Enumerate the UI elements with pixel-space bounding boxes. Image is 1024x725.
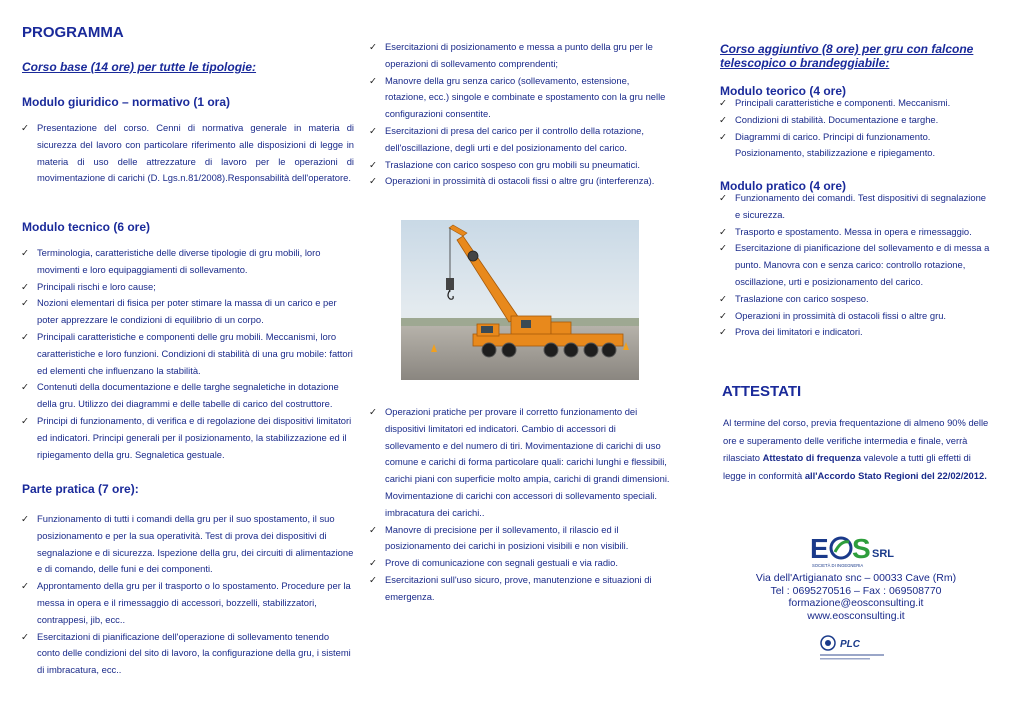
modulo-giuridico-heading: Modulo giuridico – normativo (1 ora) — [22, 95, 231, 109]
list-item: ✓ Diagrammi di carico. Principi di funzionamento. Posizionamento, stabilizzazione e ripiegamento. — [719, 130, 936, 159]
parte-pratica-list — [22, 511, 354, 679]
phone-fax: Tel : 0695270516 – Fax : 069508770 — [770, 584, 942, 597]
course-base-subtitle: Corso base (14 ore) per tutte le tipologie: — [22, 60, 257, 74]
attestati-text: Al termine del corso, previa frequentazione di almeno 90% delle ore e superamento delle verifiche intermedia e finale, verrà rilasciato Attestato di frequenza valevole a tutti gli effetti di legge in conformità all'Accordo Stato Regioni del 22/02/2012. — [723, 417, 989, 481]
check-icon: ✓ — [719, 242, 727, 254]
check-icon: ✓ — [21, 630, 29, 642]
list-item: ✓ Condizioni di stabilità. Documentazione e targhe. — [720, 112, 992, 129]
check-icon: ✓ — [719, 97, 727, 108]
modulo-teorico-heading: Modulo teorico (4 ore) — [720, 84, 846, 98]
attestati-heading: ATTESTATI — [722, 383, 802, 400]
check-icon: ✓ — [719, 292, 727, 304]
list-item: ✓ Manovre della gru senza carico (sollevamento, estensione, rotazione, ecc.) singole e combinate e spostamento con la gru nelle configurazioni consentite. — [369, 74, 666, 120]
check-icon: ✓ — [369, 523, 377, 535]
list-item: ✓ Operazioni in prossimità di ostacoli fissi o altre gru (interferenza). — [370, 173, 672, 190]
check-icon: ✓ — [719, 326, 727, 338]
check-icon: ✓ — [369, 406, 377, 417]
check-icon: ✓ — [369, 573, 377, 585]
modulo-pratico-heading: Modulo pratico (4 ore) — [720, 179, 846, 193]
certification-badge-icon — [818, 632, 888, 662]
address: Via dell'Artigianato snc – 00033 Cave (Rm) — [755, 572, 957, 584]
check-icon: ✓ — [21, 122, 29, 133]
check-icon: ✓ — [719, 309, 727, 321]
eos-logo-swoosh — [835, 542, 849, 552]
list-item: ✓ Traslazione con carico sospeso con gru mobili su pneumatici. — [370, 157, 672, 174]
list-item: ✓ Prova dei limitatori e indicatori. — [720, 324, 992, 341]
check-icon: ✓ — [369, 41, 377, 52]
modulo-tecnico-heading: Modulo tecnico (6 ore) — [22, 220, 151, 234]
website-link[interactable]: www.eosconsulting.it — [807, 609, 905, 622]
modulo-giuridico-list — [22, 120, 354, 187]
list-item: ✓ Esercitazioni di posizionamento e messa a punto della gru per le operazioni di sollevamento comprendenti; — [369, 41, 653, 69]
check-icon: ✓ — [21, 247, 29, 258]
eos-logo-suffix: SRL — [872, 548, 894, 560]
list-item: ✓ Presentazione del corso. Cenni di normativa generale in materia di sicurezza del lavoro con particolare riferimento alle disposizioni di legge in materia di uso delle attrezzature di lavoro per le operazioni di movimentazione di carichi (D. Lgs.n.81/2008).Responsabilità dell'operatore. — [21, 122, 354, 184]
eos-logo-s: S — [852, 533, 871, 564]
list-item: ✓ Traslazione con carico sospeso. — [720, 291, 992, 308]
check-icon: ✓ — [21, 580, 29, 592]
list-item: ✓ Funzionamento di tutti i comandi della gru per il suo spostamento, il suo posizionamento e per la sua operatività. Test di prova dei dispositivi di segnalazione e di sicurezza. Ispezione della gru, dei circuiti di alimentazione e di comando, delle funi e dei componenti. — [21, 513, 354, 575]
check-icon: ✓ — [369, 124, 377, 136]
plc-logo-text: PLC — [840, 639, 860, 650]
check-icon: ✓ — [369, 557, 377, 569]
parte-pratica-heading: Parte pratica (7 ore): — [22, 482, 139, 496]
exercises-list-bottom — [370, 404, 672, 606]
eos-logo-tagline: SOCIETÀ DI INGEGNERIA — [812, 563, 864, 568]
list-item: ✓ Nozioni elementari di fisica per poter stimare la massa di un carico e per poter apprezzare le condizioni di equilibrio di un corpo. — [21, 297, 337, 326]
list-item: ✓ Operazioni pratiche per provare il corretto funzionamento dei dispositivi limitatori ed indicatori. Cambio di accessori di sollevamento e del numero di tiri. Movimentazione di carichi di uso comune e carichi di forma particolare quali: carichi lunghi e flessibili, carichi piani con superficie molto ampia, carichi di grandi dimensioni. Movimentazione di carichi con accessori di sollevamento speciali. imbracatura dei carichi.. — [369, 406, 670, 518]
list-item: ✓ Contenuti della documentazione e delle targhe segnaletiche in dotazione della gru. Utilizzo dei diagrammi e delle tabelle di carico del costruttore. — [21, 381, 339, 410]
list-item: ✓ Principali caratteristiche e componenti delle gru mobili. Meccanismi, loro caratteristiche e loro funzioni. Condizioni di stabilità di una gru mobile: fattori ed elementi che influenzano la stabilità. — [21, 330, 353, 376]
list-item: ✓ Esercitazioni sull'uso sicuro, prove, manutenzione e situazioni di emergenza. — [369, 573, 652, 602]
page-title: PROGRAMMA — [22, 24, 124, 41]
check-icon: ✓ — [369, 74, 377, 86]
check-icon: ✓ — [21, 414, 29, 426]
modulo-pratico-list — [720, 190, 992, 341]
crane-photo — [401, 220, 639, 380]
list-item: ✓ Esercitazione di pianificazione del sollevamento e di messa a punto. Manovra con e senza carico: controllo rotazione, oscillazione, urti e posizionamento del carico. — [719, 242, 990, 287]
list-item: ✓ Approntamento della gru per il trasporto o lo spostamento. Procedure per la messa in opera e il rimessaggio di accessori, bozzelli, stabilizzatori, contrappesi, jib, ecc.. — [21, 580, 351, 625]
list-item: ✓ Prove di comunicazione con segnali gestuali e via radio. — [370, 555, 672, 572]
list-item: ✓ Principi di funzionamento, di verifica e di regolazione dei dispositivi limitatori ed indicatori. Principi generali per il posizionamento, la stabilizzazione ed il ripiegamento della gru. Segnaletica gestuale. — [21, 414, 352, 460]
exercises-list-top — [370, 39, 672, 190]
list-item: ✓ Esercitazioni di presa del carico per il controllo della rotazione, dell'oscillazione, degli urti e del posizionamento del carico. — [369, 124, 644, 153]
modulo-tecnico-list — [22, 245, 354, 463]
check-icon: ✓ — [369, 158, 377, 170]
crane-illustration — [401, 220, 639, 380]
check-icon: ✓ — [719, 192, 727, 203]
modulo-teorico-list — [720, 95, 992, 162]
check-icon: ✓ — [21, 513, 29, 524]
list-item: ✓ Principali rischi e loro cause; — [22, 279, 354, 296]
list-item: ✓ Principali caratteristiche e componenti. Meccanismi. — [720, 95, 992, 112]
list-item: ✓ Trasporto e spostamento. Messa in opera e rimessaggio. — [720, 224, 992, 241]
list-item: ✓ Funzionamento dei comandi. Test dispositivi di segnalazione e sicurezza. — [719, 192, 987, 220]
check-icon: ✓ — [719, 225, 727, 237]
eos-logo-e: E — [810, 533, 829, 564]
check-icon: ✓ — [21, 280, 29, 292]
check-icon: ✓ — [369, 175, 377, 187]
eos-logo-mark — [808, 530, 918, 570]
check-icon: ✓ — [719, 113, 727, 125]
check-icon: ✓ — [719, 130, 727, 142]
list-item: ✓ Esercitazioni di pianificazione dell'operazione di sollevamento tenendo conto delle condizioni del sito di lavoro, la configurazione della gru, i sistemi di imbracatura, ecc.. — [21, 630, 351, 676]
certification-logos — [818, 632, 888, 662]
check-icon: ✓ — [21, 297, 29, 309]
list-item: ✓ Terminologia, caratteristiche delle diverse tipologie di gru mobili, loro movimenti e loro equipaggiamenti di sollevamento. — [21, 247, 321, 275]
list-item: ✓ Manovre di precisione per il sollevamento, il rilascio ed il posizionamento dei carichi in posizioni visibili e non visibili. — [369, 523, 629, 552]
list-item: ✓ Operazioni in prossimità di ostacoli fissi o altre gru. — [720, 308, 992, 325]
company-logo — [808, 530, 918, 570]
check-icon: ✓ — [21, 330, 29, 342]
course-extra-subtitle: Corso aggiuntivo (8 ore) per gru con falcone telescopico o brandeggiabile: — [720, 42, 974, 70]
check-icon: ✓ — [21, 381, 29, 393]
contact-block — [720, 572, 992, 622]
email-link[interactable]: formazione@eosconsulting.it — [788, 597, 924, 609]
